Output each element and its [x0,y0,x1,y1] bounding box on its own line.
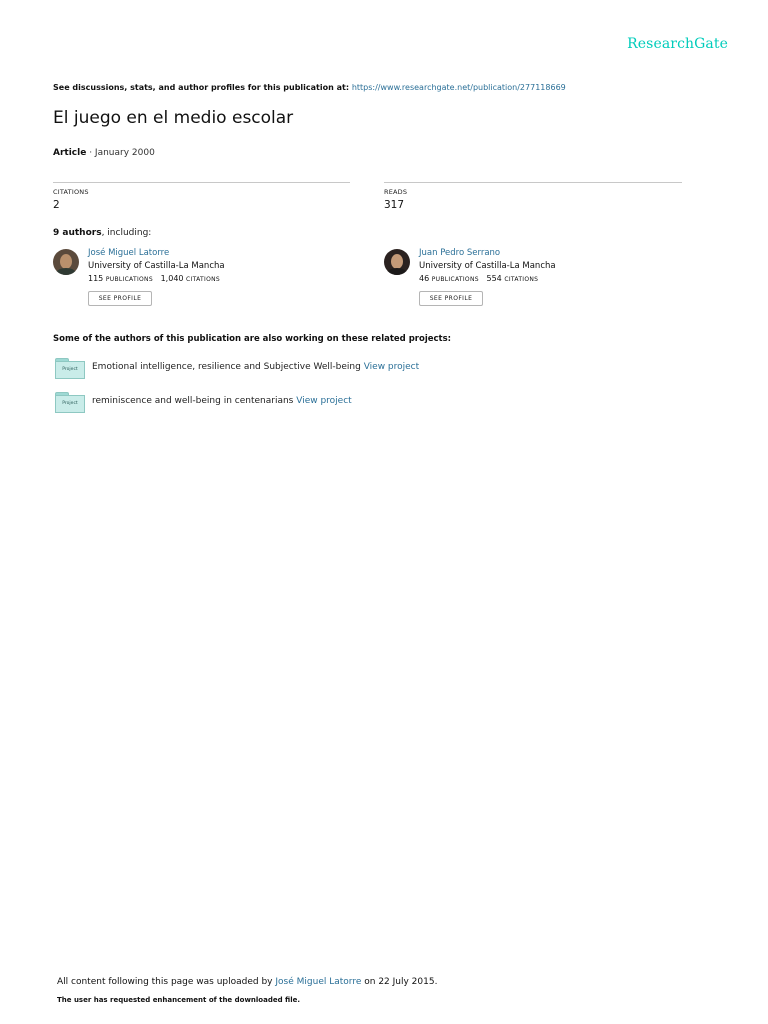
avatar-shoulders [386,268,408,275]
project-description [92,362,419,372]
publication-title: El juego en el medio escolar [53,108,294,128]
author-citations-count: 554 [486,274,502,283]
author-stats [88,274,220,283]
project-title: Emotional intelligence, resilience and Subjective Well-being [92,362,361,372]
project-item [53,358,653,380]
author-citations-label: CITATIONS [186,276,220,283]
author-institution: University of Castilla-La Mancha [419,261,556,271]
see-profile-button[interactable]: SEE PROFILE [88,291,152,306]
avatar-face [391,254,403,269]
author-avatar[interactable] [384,249,410,275]
author-publications-label: PUBLICATIONS [431,276,479,283]
author-citations-count: 1,040 [160,274,184,283]
author-citations-label: CITATIONS [504,276,539,283]
related-projects-heading: Some of the authors of this publication are also working on these related projects: [53,334,452,344]
citations-value: 2 [53,199,60,211]
avatar-face [60,254,72,269]
author-name-link[interactable]: José Miguel Latorre [88,248,170,258]
upload-notice [57,977,437,987]
reads-value: 317 [384,199,405,211]
avatar-shoulders [55,268,77,275]
publication-url-link[interactable]: https://www.researchgate.net/publication/277118669 [351,83,566,92]
discussion-notice-text: See discussions, stats, and author profiles for this publication at: [53,83,350,92]
upload-prefix: All content following this page was uploaded by [57,977,273,987]
author-institution: University of Castilla-La Mancha [88,261,225,271]
authors-count: 9 authors [53,228,102,238]
author-publications-label: PUBLICATIONS [105,276,153,283]
author-avatar[interactable] [53,249,79,275]
citations-divider [53,182,350,183]
project-item [53,392,653,414]
enhancement-note: The user has requested enhancement of the downloaded file. [57,996,301,1004]
publication-type: Article [53,148,87,158]
author-stats [419,274,538,283]
project-description [92,396,352,406]
view-project-link[interactable]: View project [296,396,352,406]
upload-suffix: on 22 July 2015. [364,977,438,987]
authors-suffix: , including: [101,228,152,238]
authors-summary [53,228,151,238]
folder-label: Project [55,395,85,413]
author-publications-count: 115 [88,274,104,283]
project-title: reminiscence and well-being in centenarians [92,396,294,406]
author-card [384,248,684,308]
discussion-notice [53,83,566,92]
project-folder-icon [55,392,84,412]
author-name-link[interactable]: Juan Pedro Serrano [419,248,501,258]
see-profile-button[interactable]: SEE PROFILE [419,291,483,306]
citations-label: CITATIONS [53,188,89,196]
researchgate-logo[interactable]: ResearchGate [627,36,728,52]
reads-divider [384,182,682,183]
reads-label: READS [384,188,408,196]
project-folder-icon [55,358,84,378]
folder-label: Project [55,361,85,379]
uploader-link[interactable]: José Miguel Latorre [275,977,362,987]
publication-date: · January 2000 [86,148,155,158]
author-card [53,248,353,308]
author-publications-count: 46 [419,274,430,283]
view-project-link[interactable]: View project [363,362,420,372]
publication-meta [53,148,155,158]
